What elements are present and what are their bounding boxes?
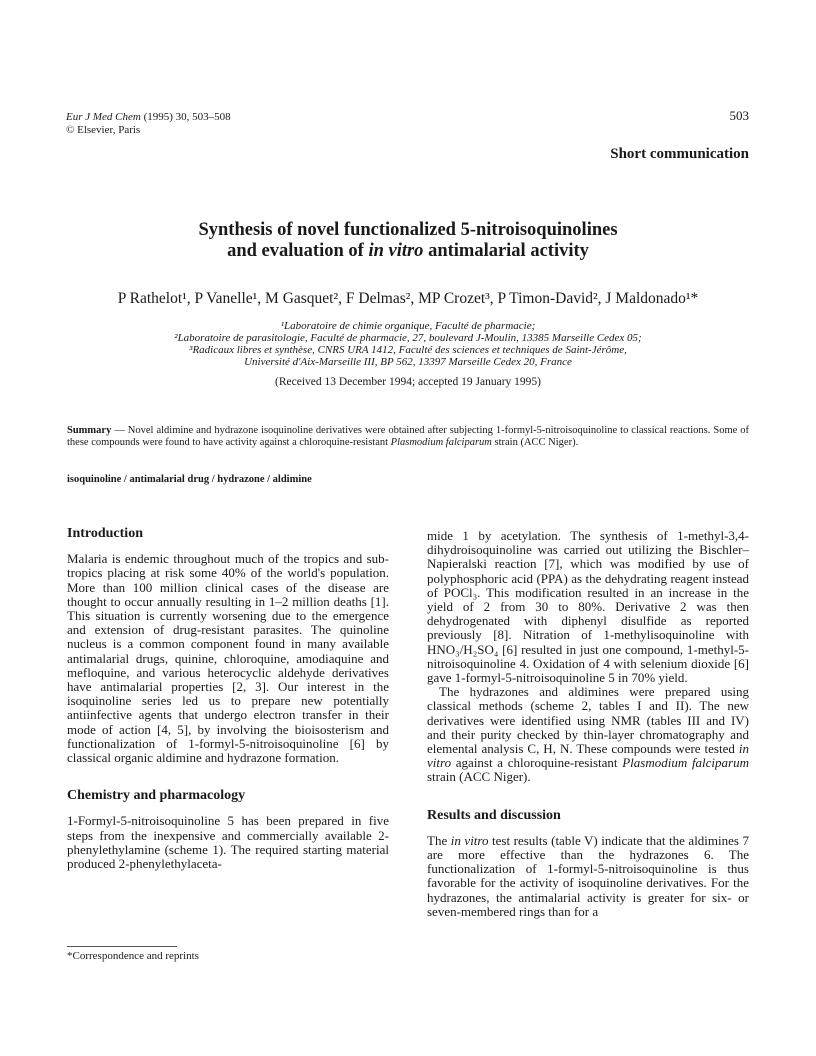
correspondence-footnote: *Correspondence and reprints (67, 950, 199, 962)
keywords: isoquinoline / antimalarial drug / hydrazone / aldimine (67, 474, 312, 485)
affiliation-2: ²Laboratoire de parasitologie, Faculté de pharmacie, 27, boulevard J-Moulin, 13385 Marseille Cedex 05; (174, 332, 642, 344)
results-in-vitro: in vitro (450, 832, 489, 848)
publisher: © Elsevier, Paris (66, 124, 141, 136)
abstract-organism: Plasmodium falciparum (390, 437, 492, 448)
right-column (427, 529, 749, 919)
left-column (67, 527, 389, 871)
hydrazones-in-vitro: in vitro (427, 741, 749, 771)
author-list: P Rathelot¹, P Vanelle¹, M Gasquet², F Delmas², MP Crozet³, P Timon-David², J Maldonado¹* (117, 290, 699, 307)
article-title (60, 220, 756, 262)
results-text-2: test results (table V) indicate that the aldimines 7 are more effective than the hydrazones 6. The functionalization of 1-formyl-5-nitroisoquinoline is thus favorable for the activity of isoquinoline derivatives. For the hydrazones, the antimalarial activity is greater for six- or seven-membered rings than for a (427, 832, 750, 919)
abstract (67, 425, 749, 449)
chemistry-text: 1-Formyl-5-nitroisoquinoline 5 has been prepared in five steps from the inexpensive and commercially available 2-phenylethylamine (scheme 1). The required starting material produced 2-phenylethylaceta- (67, 813, 389, 872)
hydrazones-text-1: The hydrazones and aldimines were prepared using classical methods (scheme 2, tables I and II). The new derivatives were identified using NMR (tables III and IV) and their purity checked by thin-layer chromatography and elemental analysis C, H, N. These compounds were tested (427, 684, 749, 757)
title-line-2-italic: in vitro (368, 241, 424, 261)
title-line-1: Synthesis of novel functionalized 5-nitroisoquinolines (198, 220, 618, 240)
page-number: 503 (729, 108, 749, 123)
affiliation-3: ³Radicaux libres et synthèse, CNRS URA 1412, Faculté des sciences et techniques de Saint-Jérôme, (189, 344, 627, 356)
hydrazones-paragraph (427, 685, 749, 784)
journal-ref: (1995) 30, 503–508 (140, 111, 231, 123)
chemistry-continued: mide 1 by acetylation. The synthesis of 1-methyl-3,4-dihydroisoquinoline was carried out utilizing the Bischler–Napieralski reaction [7], which was modified by use of polyphosphoric acid (PPA) as the dehydrating reagent instead of POCl₃. This modification resulted in an increase in the yield of 2 from 30 to 80%. Derivative 2 was then dehydrogenated with diphenyl disulfide as reported previously [8]. Nitration of 1-methylisoquinoline with HNO₃/H₂SO₄ [6] resulted in just one compound, 1-methyl-5-nitroisoquinoline 4. Oxidation of 4 with selenium dioxide [6] gave 1-formyl-5-nitroisoquinoline 5 in 70% yield. (427, 528, 749, 686)
hydrazones-text-3: strain (ACC Niger). (427, 769, 531, 785)
abstract-label: Summary (67, 425, 112, 436)
title-line-2 (60, 241, 756, 262)
journal-name: Eur J Med Chem (66, 111, 141, 123)
results-text (427, 834, 749, 919)
chemistry-heading: Chemistry and pharmacology (67, 788, 246, 804)
journal-citation (66, 111, 231, 137)
hydrazones-organism: Plasmodium falciparum (622, 755, 749, 771)
results-text-1: The (427, 832, 451, 848)
title-line-2-pre: and evaluation of (227, 241, 369, 261)
affiliations (60, 320, 756, 368)
affiliation-4: Université d'Aix-Marseille III, BP 562, 13397 Marseille Cedex 20, France (244, 356, 572, 368)
abstract-text-2: strain (ACC Niger). (491, 437, 579, 448)
abstract-text-1: — Novel aldimine and hydrazone isoquinoline derivatives were obtained after subjecting 1-formyl-5-nitroisoquinoline to classical reactions. Some of these compounds were found to have activity against a chloroquine-resistant (67, 425, 749, 448)
introduction-text: Malaria is endemic throughout much of the tropics and sub-tropics placing at risk some 40% of the world's population. More than 100 million clinical cases of the disease are thought to occur annually resulting in 1–2 million deaths [1]. This situation is currently worsening due to the emergence and extension of drug-resistant parasites. The quinoline nucleus is a common component found in many available antimalarial drugs, quinine, chloroquine, amodiaquine and mefloquine, and various heterocyclic aldehyde derivatives have antimalarial properties [2, 3]. Our interest in the isoquinoline series led us to prepare new potentially antiinfective agents that undergo electron transfer in their mode of action [4, 5], by involving the bioisosterism and functionalization of 1-formyl-5-nitroisoquinoline [6] by classical organic aldimine and hydrazone formation. (67, 551, 389, 766)
affiliation-1: ¹Laboratoire de chimie organique, Faculté de pharmacie; (280, 320, 536, 332)
received-dates: (Received 13 December 1994; accepted 19 January 1995) (275, 376, 541, 388)
title-line-2-post: antimalarial activity (423, 241, 589, 261)
article-type: Short communication (610, 146, 749, 162)
introduction-heading: Introduction (67, 526, 143, 541)
footnote-rule (67, 946, 177, 947)
results-heading: Results and discussion (427, 807, 561, 823)
hydrazones-text-2: against a chloroquine-resistant (451, 755, 623, 771)
